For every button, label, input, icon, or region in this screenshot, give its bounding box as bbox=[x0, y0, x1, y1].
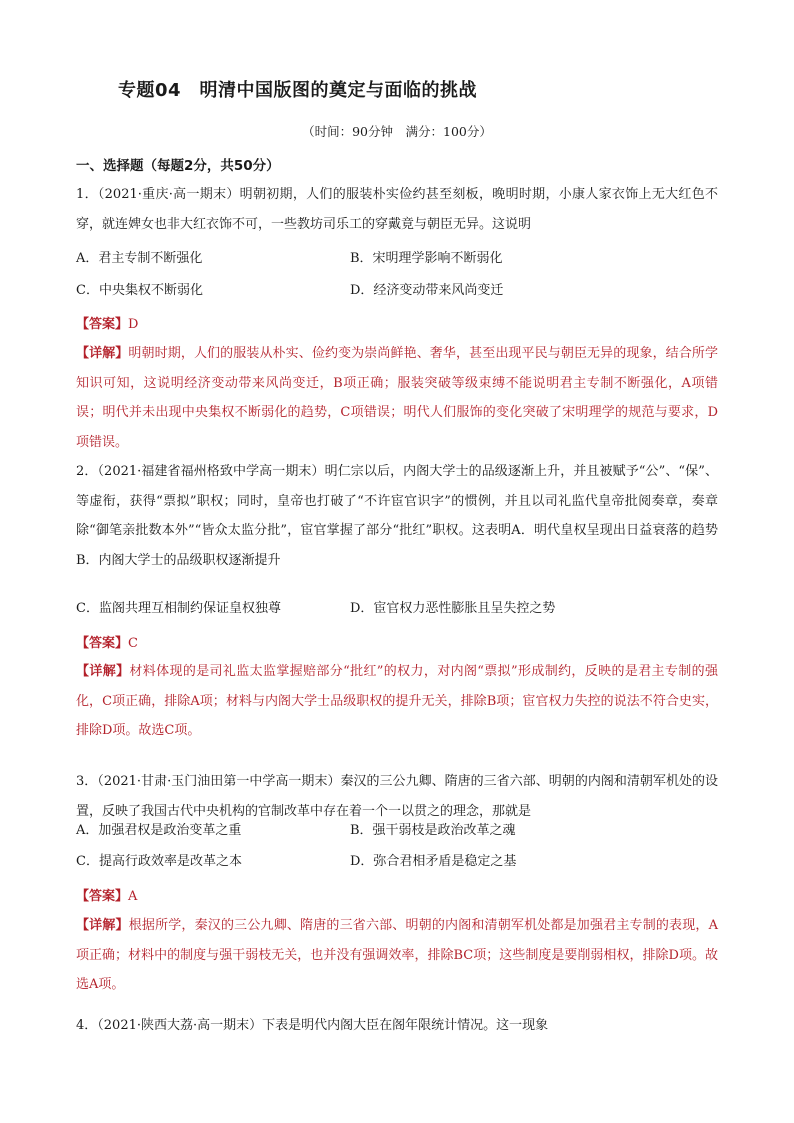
answer-value: C bbox=[128, 636, 138, 651]
answer-label: 【答案】 bbox=[76, 317, 129, 332]
exam-info: （时间：90分钟 满分：100分） bbox=[302, 124, 492, 139]
detail-text: 材料体现的是司礼监太监掌握赔部分“批红”的权力，对内阁“票拟”形成制约，反映的是君主专制的强化，C项正确，排除A项；材料与内阁大学士品级职权的提升无关，排除B项；宦官权力失控的说法不符合史实，排除D项。故选C项。 bbox=[76, 664, 718, 738]
question-2-option-c: C．监阁共理互相制约保证皇权独尊 bbox=[76, 601, 281, 616]
answer-value: D bbox=[128, 317, 139, 332]
question-1-option-c: C．中央集权不断弱化 bbox=[76, 283, 203, 298]
question-2-answer bbox=[76, 632, 138, 651]
question-1-answer bbox=[76, 313, 138, 332]
question-2-option-d: D．宦官权力恶性膨胀且呈失控之势 bbox=[350, 601, 556, 616]
question-3-answer bbox=[76, 885, 137, 904]
detail-label: 【详解】 bbox=[76, 918, 129, 933]
page-title: 专题04 明清中国版图的奠定与面临的挑战 bbox=[118, 80, 478, 101]
detail-label: 【详解】 bbox=[76, 664, 130, 679]
question-3-detail bbox=[76, 911, 718, 1000]
question-1-option-d: D．经济变动带来风尚变迁 bbox=[350, 283, 504, 298]
answer-label: 【答案】 bbox=[76, 636, 129, 651]
question-3-option-c: C．提高行政效率是改革之本 bbox=[76, 854, 242, 869]
question-3-stem: 3．（2021·甘肃·玉门油田第一中学高一期末）秦汉的三公九卿、隋唐的三省六部、明朝的内阁和清朝军机处的设置，反映了我国古代中央机构的官制改革中存在着一个一以贯之的理念，那就是 bbox=[76, 774, 718, 819]
question-1-stem: 1．（2021·重庆·高一期末）明朝初期，人们的服装朴实俭约甚至刻板，晚明时期，小康人家衣饰上无大红色不穿，就连婢女也非大红衣饰不可，一些教坊司乐工的穿戴竟与朝臣无异。这说明 bbox=[76, 187, 718, 232]
question-2-stem: 2．（2021·福建省福州格致中学高一期末）明仁宗以后，内阁大学士的品级逐渐上升，并且被赋予“公”、“保”、等虚衔，获得“票拟”职权；同时，皇帝也打破了“不许宦官识字”的惯例，并且以司礼监代皇帝批阅奏章，奏章除“御笔亲批数本外”“皆众太监分批”，宦官掌握了部分“批红”职权。这表明A．明代皇权呈现出日益衰落的趋势 B．内阁大学士的品级职权逐渐提升 bbox=[76, 464, 732, 568]
question-2-detail bbox=[76, 657, 718, 746]
question-3-option-a: A．加强君权是政治变革之重 bbox=[76, 823, 242, 838]
question-1-detail bbox=[76, 339, 718, 457]
detail-text: 根据所学，秦汉的三公九卿、隋唐的三省六部、明朝的内阁和清朝军机处都是加强君主专制的表现，A项正确；材料中的制度与强干弱枝无关，也并没有强调效率，排除BC项；这些制度是要削弱相权，排除D项。故选A项。 bbox=[76, 918, 718, 992]
question-1-option-a: A．君主专制不断强化 bbox=[76, 251, 203, 266]
section-heading: 一、选择题（每题2分，共50分） bbox=[76, 158, 280, 174]
detail-text: 明朝时期，人们的服装从朴实、俭约变为崇尚鲜艳、奢华，甚至出现平民与朝臣无异的现象，结合所学知识可知，这说明经济变动带来风尚变迁，B项正确；服装突破等级束缚不能说明君主专制不断强化，A项错误；明代并未出现中央集权不断弱化的趋势，C项错误；明代人们服饰的变化突破了宋明理学的规范与要求，D项错误。 bbox=[76, 346, 718, 450]
question-3-option-d: D．弥合君相矛盾是稳定之基 bbox=[350, 854, 517, 869]
detail-label: 【详解】 bbox=[76, 346, 129, 361]
question-3-option-b: B．强干弱枝是政治改革之魂 bbox=[350, 823, 516, 838]
question-1-option-b: B．宋明理学影响不断弱化 bbox=[350, 251, 503, 266]
answer-label: 【答案】 bbox=[76, 889, 129, 904]
answer-value: A bbox=[128, 889, 138, 904]
question-4-stem: 4．（2021·陕西大荔·高一期末）下表是明代内阁大臣在阁年限统计情况。这一现象 bbox=[76, 1018, 549, 1033]
